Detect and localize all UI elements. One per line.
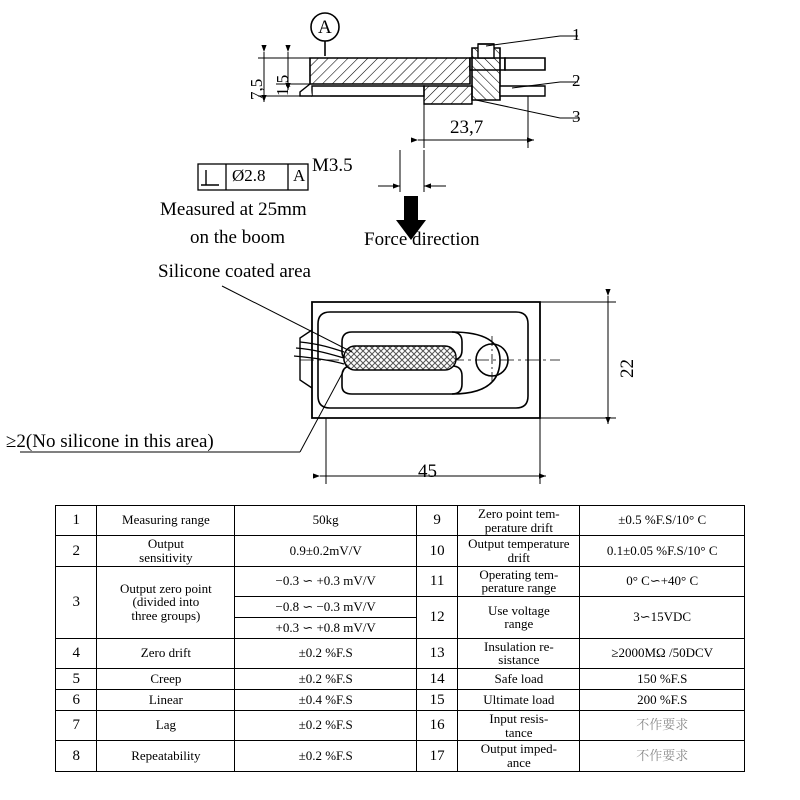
table-row [56, 638, 745, 668]
dim-label-22: 22 [617, 359, 638, 378]
dim-label-7-5: 7,5 [247, 78, 266, 100]
row-name: Use voltage range [458, 596, 580, 638]
gdt-tolerance-value: Ø2.8 [232, 166, 266, 185]
silicone-coated-region [344, 346, 456, 370]
dim-label-m35: M3.5 [312, 155, 353, 176]
row-value: 不作要求 [580, 741, 745, 771]
callout-2: 2 [572, 71, 581, 90]
row-value: 50kg [235, 506, 417, 536]
table-row [56, 711, 745, 741]
row-no: 15 [416, 690, 457, 711]
row-no: 1 [56, 506, 97, 536]
note-force-direction: Force direction [364, 229, 480, 250]
row-name: Safe load [458, 669, 580, 690]
row-name: Operating tem- perature range [458, 566, 580, 596]
row-name: Ultimate load [458, 690, 580, 711]
dim-label-23-7: 23,7 [450, 117, 484, 138]
table-row [56, 690, 745, 711]
row-no: 9 [416, 506, 457, 536]
specification-table [55, 505, 745, 772]
row-name: Repeatability [97, 741, 235, 771]
table-row [56, 566, 745, 596]
row-value: 不作要求 [580, 711, 745, 741]
note-measured-line2: on the boom [190, 227, 285, 248]
row-name: Linear [97, 690, 235, 711]
row-value: ±0.2 %F.S [235, 638, 417, 668]
row-value: 0.9±0.2mV/V [235, 536, 417, 566]
row-value: 150 %F.S [580, 669, 745, 690]
row-name: Output temperature drift [458, 536, 580, 566]
row-value: −0.3 ∽ +0.3 mV/V [235, 566, 417, 596]
note-measured-line1: Measured at 25mm [160, 199, 307, 220]
row-name: Lag [97, 711, 235, 741]
row-value: 0° C∽+40° C [580, 566, 745, 596]
row-value: −0.8 ∽ −0.3 mV/V [235, 596, 417, 617]
row-name: Input resis- tance [458, 711, 580, 741]
note-silicone-area: Silicone coated area [158, 261, 311, 282]
row-value: ±0.2 %F.S [235, 741, 417, 771]
row-no: 12 [416, 596, 457, 638]
row-no: 10 [416, 536, 457, 566]
row-name: Measuring range [97, 506, 235, 536]
row-name: Zero point tem- perature drift [458, 506, 580, 536]
row-no: 14 [416, 669, 457, 690]
plan-view [294, 302, 560, 418]
row-no: 5 [56, 669, 97, 690]
table-row [56, 669, 745, 690]
row-value: +0.3 ∽ +0.8 mV/V [235, 617, 417, 638]
row-name: Output zero point (divided into three groups) [97, 566, 235, 638]
row-no: 2 [56, 536, 97, 566]
row-no: 11 [416, 566, 457, 596]
row-value: 0.1±0.05 %F.S/10° C [580, 536, 745, 566]
row-value: ≥2000MΩ /50DCV [580, 638, 745, 668]
row-value: 200 %F.S [580, 690, 745, 711]
table-row [56, 536, 745, 566]
row-value: ±0.4 %F.S [235, 690, 417, 711]
table-row [56, 506, 745, 536]
row-no: 17 [416, 741, 457, 771]
callout-3: 3 [572, 107, 581, 126]
row-value: 3∽15VDC [580, 596, 745, 638]
row-no: 4 [56, 638, 97, 668]
dim-label-1-5: 1,5 [273, 74, 292, 96]
row-name: Output sensitivity [97, 536, 235, 566]
row-value: ±0.2 %F.S [235, 711, 417, 741]
row-name: Insulation re- sistance [458, 638, 580, 668]
row-name: Creep [97, 669, 235, 690]
row-value: ±0.5 %F.S/10° C [580, 506, 745, 536]
row-no: 13 [416, 638, 457, 668]
row-no: 8 [56, 741, 97, 771]
row-name: Zero drift [97, 638, 235, 668]
note-no-silicone: ≥2(No silicone in this area) [6, 431, 214, 452]
row-no: 7 [56, 711, 97, 741]
section-body [300, 44, 545, 104]
row-name: Output imped- ance [458, 741, 580, 771]
row-no: 3 [56, 566, 97, 638]
section-marker-label: A [318, 17, 332, 38]
row-no: 16 [416, 711, 457, 741]
callout-1: 1 [572, 25, 581, 44]
row-no: 6 [56, 690, 97, 711]
gdt-datum-letter: A [293, 166, 306, 185]
dim-m35 [378, 150, 446, 192]
row-value: ±0.2 %F.S [235, 669, 417, 690]
table-row [56, 741, 745, 771]
dim-label-45: 45 [418, 461, 437, 482]
